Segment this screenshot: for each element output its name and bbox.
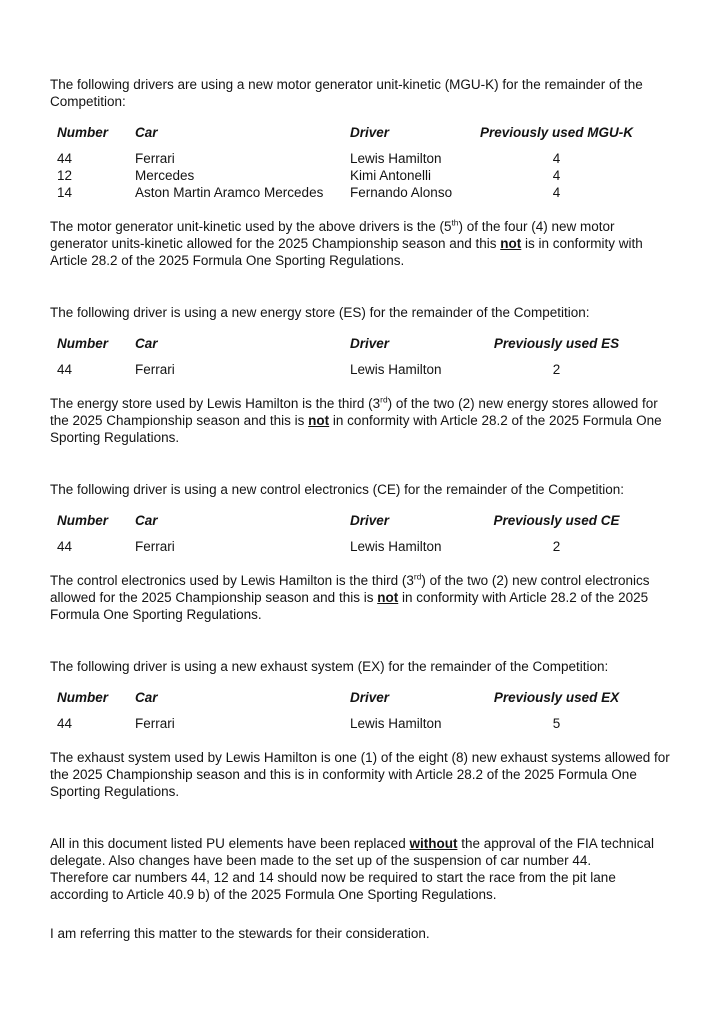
ex-table bbox=[57, 689, 650, 732]
table-header-row bbox=[57, 689, 650, 715]
table-cell: 44 bbox=[57, 362, 73, 377]
closing-block bbox=[50, 835, 671, 903]
text-segment: The energy store used by Lewis Hamilton is the third (3 bbox=[50, 396, 381, 411]
table-body bbox=[57, 715, 650, 732]
text-segment: ) of the four (4) new motor generator units-kinetic allowed for the 2025 Championship season and this bbox=[50, 219, 615, 251]
table-cell: Kimi Antonelli bbox=[350, 168, 432, 183]
column-header-car: Car bbox=[135, 125, 158, 140]
column-header-driver: Driver bbox=[350, 125, 390, 140]
table-cell: 4 bbox=[552, 185, 561, 200]
table-row bbox=[57, 150, 650, 167]
table-row bbox=[57, 361, 650, 378]
table-cell: Ferrari bbox=[135, 151, 175, 166]
section-ex bbox=[50, 658, 671, 800]
table-cell: 4 bbox=[552, 151, 561, 166]
text-segment: The control electronics used by Lewis Hamilton is the third (3 bbox=[50, 573, 414, 588]
closing-paragraph-pit-lane bbox=[50, 869, 671, 903]
text-segment: in conformity with Article 28.2 of the 2025 Formula One Sporting Regulations. bbox=[50, 413, 662, 445]
table-cell: 12 bbox=[57, 168, 73, 183]
ex-intro-paragraph bbox=[50, 658, 671, 675]
text-segment: is in conformity with Article 28.2 of the 2025 Formula One Sporting Regulations. bbox=[50, 236, 643, 268]
text-segment: not bbox=[500, 236, 522, 251]
mgu-k-intro-paragraph bbox=[50, 76, 671, 110]
table-cell: Fernando Alonso bbox=[350, 185, 453, 200]
table-cell: Ferrari bbox=[135, 539, 175, 554]
section-es bbox=[50, 304, 671, 446]
text-segment: in conformity with Article 28.2 of the 2025 Formula One Sporting Regulations. bbox=[50, 590, 649, 622]
mgu-k-table bbox=[57, 124, 650, 201]
column-header-number: Number bbox=[57, 336, 109, 351]
table-cell: Lewis Hamilton bbox=[350, 539, 442, 554]
column-header-car: Car bbox=[135, 513, 158, 528]
section-ce bbox=[50, 481, 671, 623]
table-cell: Aston Martin Aramco Mercedes bbox=[135, 185, 324, 200]
ce-note-paragraph bbox=[50, 572, 671, 623]
table-row bbox=[57, 167, 650, 184]
table-cell: 2 bbox=[552, 539, 561, 554]
text-segment: I am referring this matter to the stewards for their consideration. bbox=[50, 926, 430, 941]
table-header-row bbox=[57, 124, 650, 150]
text-segment: rd bbox=[413, 571, 422, 582]
table-cell: 44 bbox=[57, 716, 73, 731]
text-segment: not bbox=[377, 590, 399, 605]
section-mgu-k bbox=[50, 76, 671, 269]
text-segment: ) of the two (2) new control electronics allowed for the 2025 Championship season and this is bbox=[50, 573, 650, 605]
es-intro-paragraph bbox=[50, 304, 671, 321]
table-row bbox=[57, 715, 650, 732]
column-header-car: Car bbox=[135, 690, 158, 705]
table-row bbox=[57, 538, 650, 555]
table-cell: Lewis Hamilton bbox=[350, 362, 442, 377]
table-body bbox=[57, 538, 650, 555]
column-header-previously-used: Previously used ES bbox=[493, 336, 620, 351]
ex-note-paragraph bbox=[50, 749, 671, 800]
column-header-previously-used: Previously used MGU-K bbox=[479, 125, 634, 140]
es-note-paragraph bbox=[50, 395, 671, 446]
table-row bbox=[57, 184, 650, 201]
mgu-k-note-paragraph bbox=[50, 218, 671, 269]
column-header-driver: Driver bbox=[350, 336, 390, 351]
table-cell: Ferrari bbox=[135, 362, 175, 377]
table-body bbox=[57, 150, 650, 201]
column-header-number: Number bbox=[57, 125, 109, 140]
text-segment: All in this document listed PU elements have been replaced bbox=[50, 836, 410, 851]
text-segment: Therefore car numbers 44, 12 and 14 should now be required to start the race from the pit lane according to Article 40.9 b) of the 2025 Formula One Sporting Regulations. bbox=[50, 870, 616, 902]
text-segment: The following drivers are using a new motor generator unit-kinetic (MGU-K) for the remainder of the Competition: bbox=[50, 77, 643, 109]
text-segment: not bbox=[308, 413, 330, 428]
table-cell: 44 bbox=[57, 539, 73, 554]
ce-intro-paragraph bbox=[50, 481, 671, 498]
table-cell: 44 bbox=[57, 151, 73, 166]
table-header-row bbox=[57, 335, 650, 361]
text-segment: The exhaust system used by Lewis Hamilton is one (1) of the eight (8) new exhaust systems allowed for the 2025 Championship season and this is in conformity with Article 28.2 of the 2025 Formula One Sporting Regulations. bbox=[50, 750, 670, 799]
closing-paragraph-replacement bbox=[50, 835, 671, 869]
column-header-previously-used: Previously used CE bbox=[493, 513, 620, 528]
column-header-car: Car bbox=[135, 336, 158, 351]
table-cell: 5 bbox=[552, 716, 561, 731]
text-segment: The motor generator unit-kinetic used by the above drivers is the (5 bbox=[50, 219, 452, 234]
ce-table bbox=[57, 512, 650, 555]
text-segment: rd bbox=[380, 394, 388, 405]
table-cell: Lewis Hamilton bbox=[350, 716, 442, 731]
text-segment: ) of the two (2) new energy stores allowed for the 2025 Championship season and this is bbox=[50, 396, 658, 428]
column-header-number: Number bbox=[57, 690, 109, 705]
table-header-row bbox=[57, 512, 650, 538]
table-body bbox=[57, 361, 650, 378]
text-segment: without bbox=[409, 836, 458, 851]
table-cell: Lewis Hamilton bbox=[350, 151, 442, 166]
text-segment: The following driver is using a new exhaust system (EX) for the remainder of the Competition: bbox=[50, 659, 609, 674]
column-header-driver: Driver bbox=[350, 513, 390, 528]
table-cell: 4 bbox=[552, 168, 561, 183]
text-segment: The following driver is using a new energy store (ES) for the remainder of the Competition: bbox=[50, 305, 590, 320]
es-table bbox=[57, 335, 650, 378]
text-segment: The following driver is using a new control electronics (CE) for the remainder of the Competition: bbox=[50, 482, 625, 497]
table-cell: Ferrari bbox=[135, 716, 175, 731]
referral-paragraph bbox=[50, 925, 671, 942]
column-header-number: Number bbox=[57, 513, 109, 528]
table-cell: 2 bbox=[552, 362, 561, 377]
column-header-driver: Driver bbox=[350, 690, 390, 705]
column-header-previously-used: Previously used EX bbox=[493, 690, 620, 705]
table-cell: Mercedes bbox=[135, 168, 195, 183]
text-segment: the approval of the FIA technical delegate. Also changes have been made to the set up of the suspension of car number 44. bbox=[50, 836, 655, 868]
table-cell: 14 bbox=[57, 185, 73, 200]
text-segment: th bbox=[451, 217, 459, 228]
